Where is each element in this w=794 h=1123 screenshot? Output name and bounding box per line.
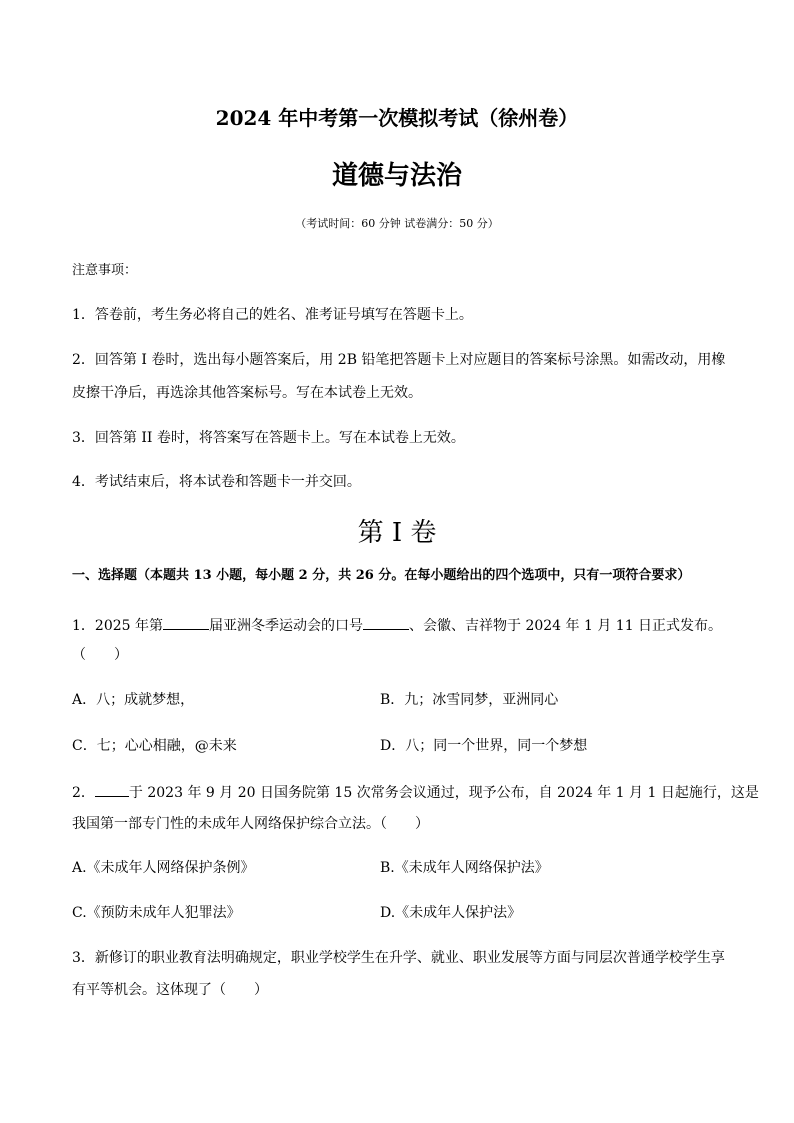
question-1-part-2: 届亚洲冬季运动会的口号: [209, 618, 363, 634]
question-1-paren: （ ）: [72, 647, 128, 663]
exam-info: （考试时间：60 分钟 试卷满分：50 分）: [295, 217, 499, 230]
question-1-text: [72, 615, 722, 636]
question-2-part-2: 于 2023 年 9 月 20 日国务院第 15 次常务会议通过，现予公布，自 2024 年 1 月 1 日起施行，这是: [128, 785, 759, 801]
question-2-line-2: 我国第一部专门性的未成年人网络保护综合立法。（ ）: [72, 816, 429, 832]
question-3-line-1: 3．新修订的职业教育法明确规定，职业学校学生在升学、就业、职业发展等方面与同层次普通学校学生享: [72, 950, 725, 966]
answer-blank: [95, 782, 129, 797]
question-1-part-3: 、会徽、吉祥物于 2024 年 1 月 11 日正式发布。: [409, 618, 723, 634]
question-1-option-d: D．八；同一个世界，同一个梦想: [380, 738, 588, 754]
question-2-part-1: 2．: [72, 785, 95, 801]
notice-item-1: 1．答卷前，考生务必将自己的姓名、准考证号填写在答题卡上。: [72, 307, 473, 323]
notice-heading: 注意事项：: [72, 263, 138, 278]
notice-item-2-line-1: 2．回答第 I 卷时，选出每小题答案后，用 2B 铅笔把答题卡上对应题目的答案标号涂黑。如需改动，用橡: [72, 352, 726, 368]
answer-blank: [363, 615, 409, 630]
question-1-option-a: A．八；成就梦想，: [72, 692, 195, 708]
question-1-part-1: 1．2025 年第: [72, 618, 163, 634]
question-1-option-b: B．九；冰雪同梦，亚洲同心: [380, 692, 559, 708]
section-heading: 一、选择题（本题共 13 小题，每小题 2 分，共 26 分。在每小题给出的四个选项中，只有一项符合要求）: [72, 568, 691, 583]
subject-title: 道德与法治: [331, 161, 462, 191]
notice-item-3: 3．回答第 II 卷时，将答案写在答题卡上。写在本试卷上无效。: [72, 430, 465, 446]
question-1-option-c: C．七；心心相融，@未来: [72, 738, 237, 754]
notice-item-4: 4．考试结束后，将本试卷和答题卡一并交回。: [72, 474, 361, 490]
exam-title: 2024 年中考第一次模拟考试（徐州卷）: [215, 106, 579, 130]
question-2-option-d: D.《未成年人保护法》: [380, 905, 522, 921]
notice-item-2-line-2: 皮擦干净后，再选涂其他答案标号。写在本试卷上无效。: [72, 385, 422, 401]
question-2-option-c: C.《预防未成年人犯罪法》: [72, 905, 241, 921]
question-2-option-a: A.《未成年人网络保护条例》: [72, 860, 255, 876]
question-3-line-2: 有平等机会。这体现了（ ）: [72, 982, 268, 998]
question-2-text: [72, 782, 759, 803]
part-title: 第 I 卷: [357, 518, 437, 548]
answer-blank: [163, 615, 209, 630]
question-2-option-b: B.《未成年人网络保护法》: [380, 860, 549, 876]
